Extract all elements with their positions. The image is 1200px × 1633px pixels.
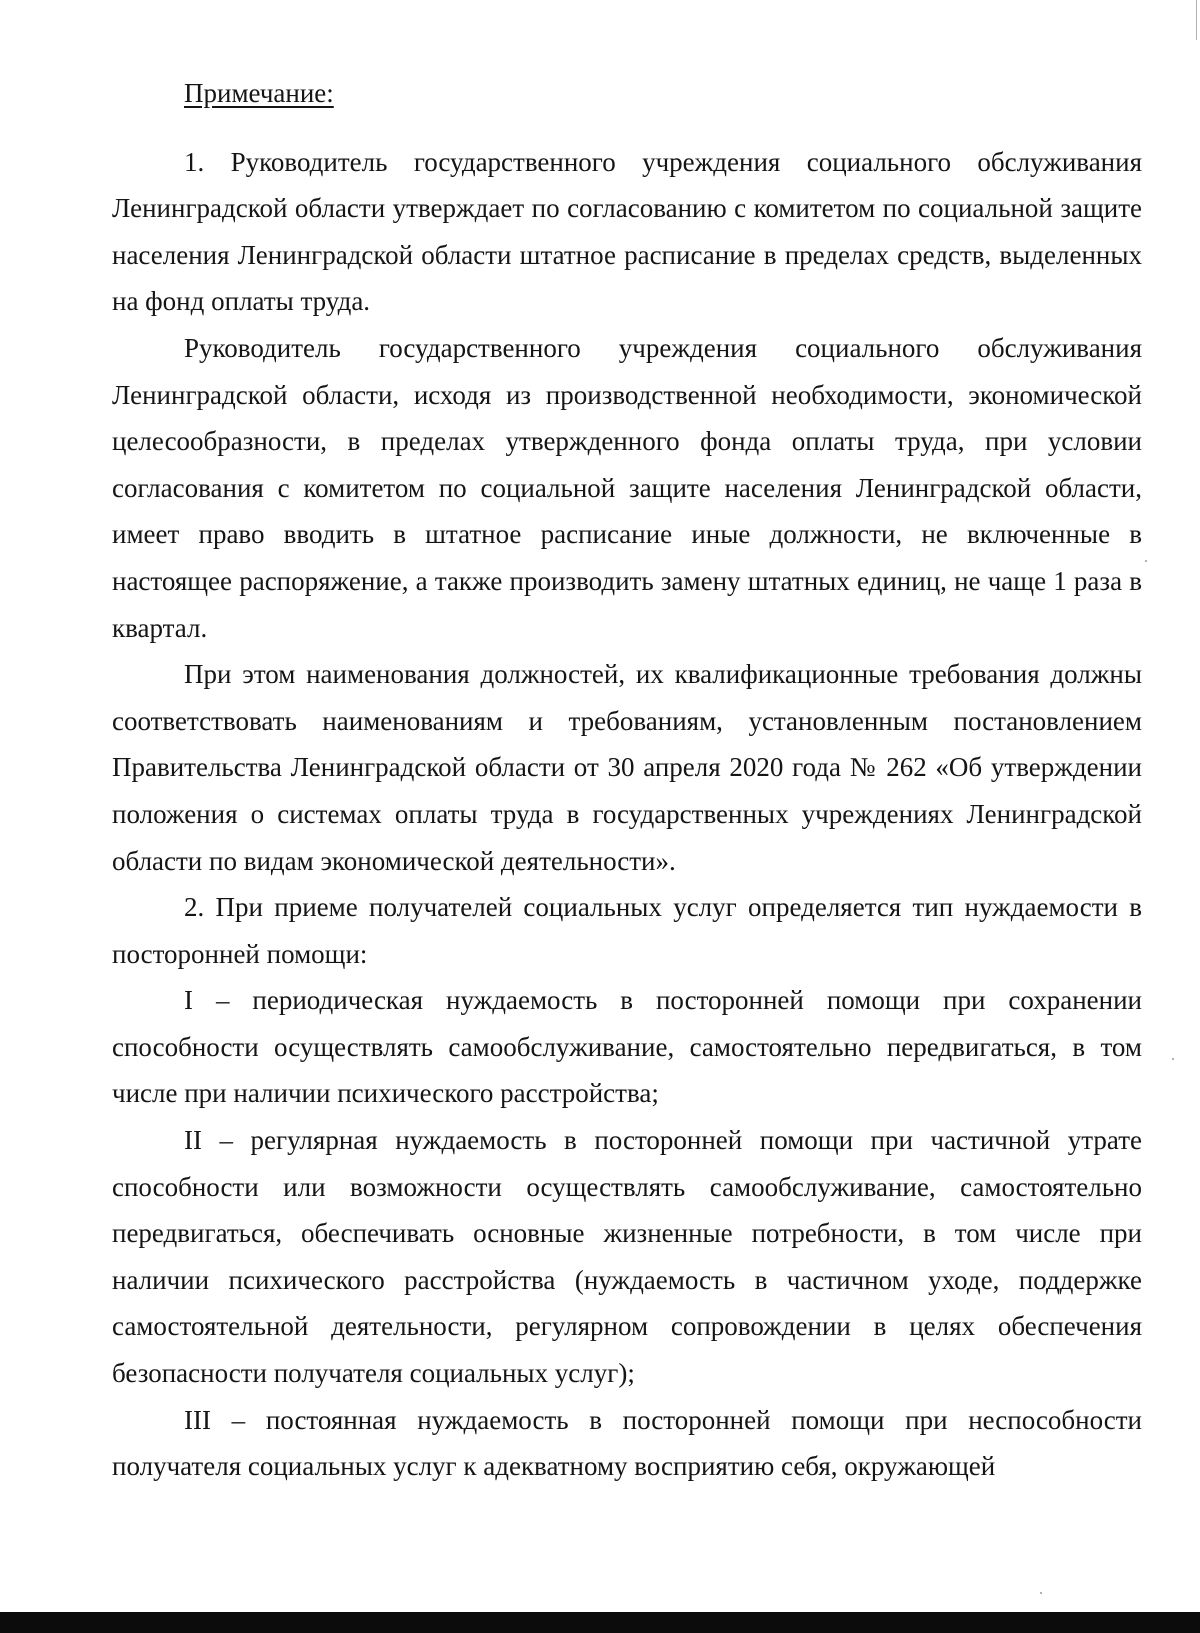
paragraph-1: 1. Руководитель государственного учреждения социального обслуживания Ленинградской области утверждает по согласованию с комитетом по социальной защите населения Ленинградской области штатное расписание в пределах средств, выделенных на фонд оплаты труда. [112,146,1142,317]
scan-edge-mark [1196,0,1197,40]
paragraph-3: При этом наименования должностей, их квалификационные требования должны соответствовать наименованиям и требованиям, установленным постановлением Правительства Ленинградской области от 30 апреля 2020 года № 262 «Об утверждении положения о системах оплаты труда в государственных учреждениях Ленинградской области по видам экономической деятельности». [112,659,1142,876]
document-body [112,70,1142,1490]
scan-speck [1145,560,1147,562]
paragraph-type-2: II – регулярная нуждаемость в посторонней помощи при частичной утрате способности или возможности осуществлять самообслуживание, самостоятельно передвигаться, обеспечивать основные жизненные потребности, в том числе при наличии психического расстройства (нуждаемость в частичном уходе, поддержке самостоятельной деятельности, регулярном сопровождении в целях обеспечения безопасности получателя социальных услуг); [112,1125,1142,1389]
paragraph-type-3: III – постоянная нуждаемость в посторонней помощи при неспособности получателя социальных услуг к адекватному восприятию себя, окружающей [112,1404,1142,1482]
scan-bottom-edge [0,1612,1200,1633]
paragraph-2: Руководитель государственного учреждения социального обслуживания Ленинградской области, исходя из производственной необходимости, экономической целесообразности, в пределах утвержденного фонда оплаты труда, при условии согласования с комитетом по социальной защите населения Ленинградской области, имеет право вводить в штатное расписание иные должности, не включенные в настоящее распоряжение, а также производить замену штатных единиц, не чаще 1 раза в квартал. [112,332,1142,643]
paragraph-4: 2. При приеме получателей социальных услуг определяется тип нуждаемости в посторонней помощи: [112,892,1142,969]
scan-speck [1040,1592,1042,1594]
paragraph-type-1: I – периодическая нуждаемость в посторонней помощи при сохранении способности осуществлять самообслуживание, самостоятельно передвигаться, в том числе при наличии психического расстройства; [112,985,1142,1109]
scan-speck [1172,1058,1174,1060]
note-heading: Примечание: [184,78,334,108]
